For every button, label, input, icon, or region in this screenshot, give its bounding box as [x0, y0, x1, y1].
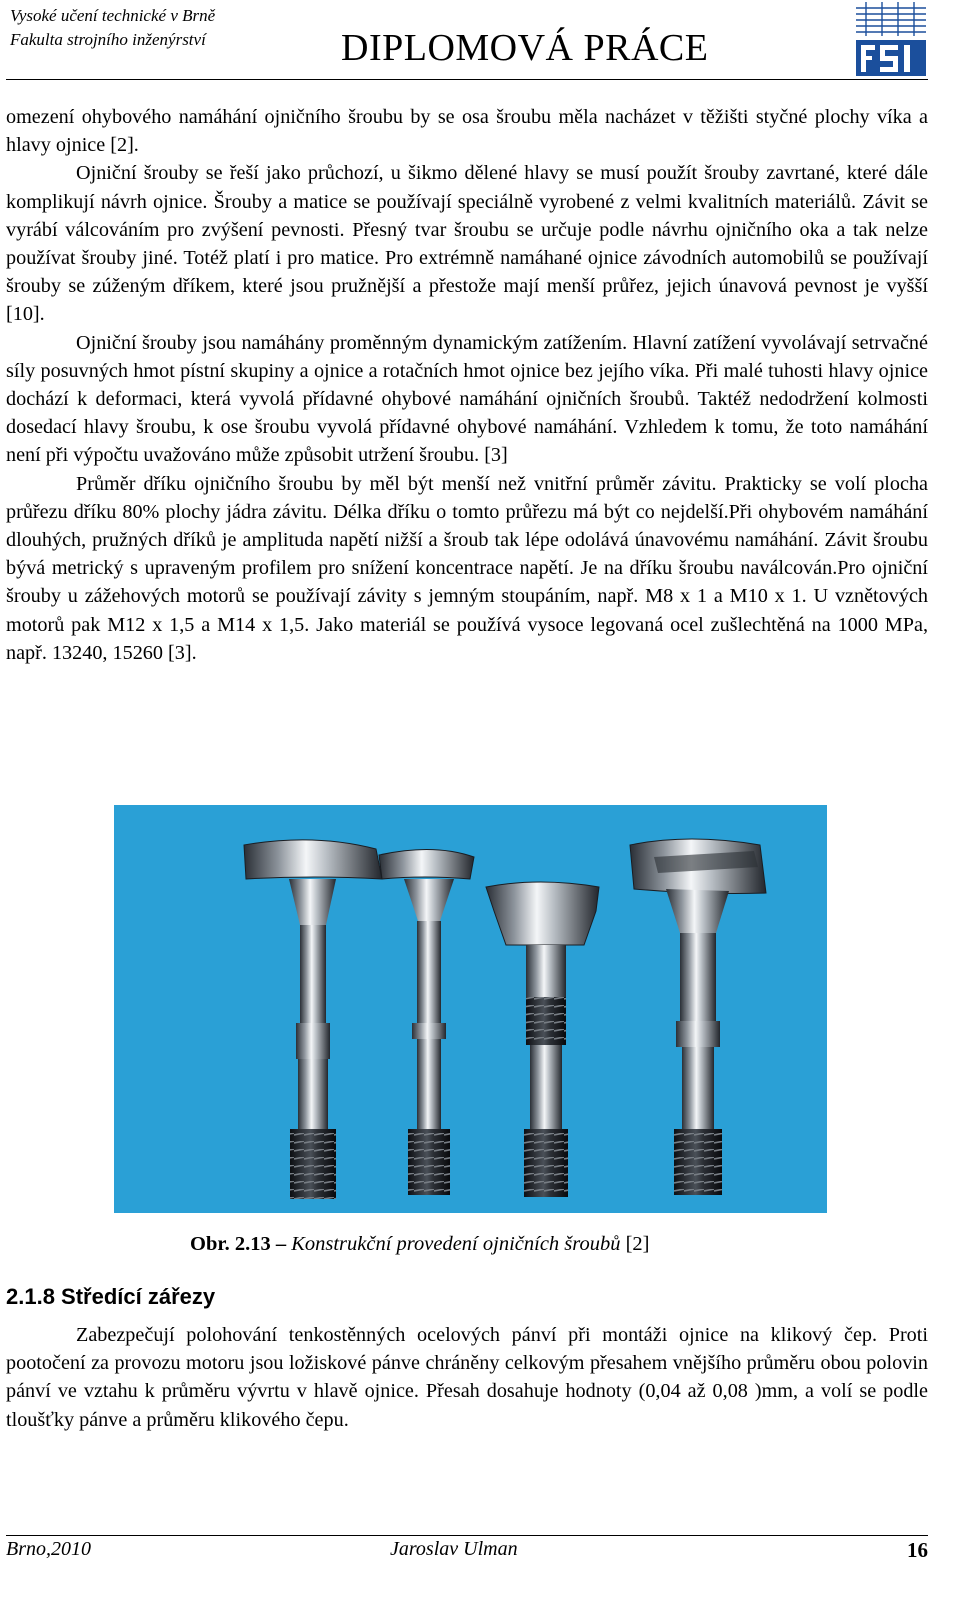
section-heading: 2.1.8 Středící zářezy — [6, 1284, 216, 1309]
header-rule — [6, 79, 928, 80]
figure-number: Obr. 2.13 — [190, 1233, 271, 1255]
connecting-rod-bolts-photo — [114, 805, 827, 1213]
figure-dash: – — [270, 1233, 292, 1255]
figure-text: Konstrukční provedení ojničních šroubů — [291, 1233, 621, 1255]
main-text — [6, 103, 928, 667]
paragraph: Ojniční šrouby se řeší jako průchozí, u šikmo dělené hlavy se musí použít šrouby zavrtané, které dále komplikují návrh ojnice. Šrouby a matice se používají speciálně vyrobené z velmi kvalitních materiálů. Závit se vyrábí válcováním pro zvýšení pevnosti. Přesný tvar šroubu se určuje podle návrhu ojničního oka a tak nelze používat šrouby jiné. Totéž platí i pro matice. Pro extrémně namáhané ojnice závodních automobilů se používají šrouby se zúženým dříkem, které jsou pružnější a přestože mají menší průřez, jejich únavová pevnost je vyšší [10]. — [6, 162, 928, 326]
section-text — [6, 1321, 928, 1434]
footer-author: Jaroslav Ulman — [390, 1538, 518, 1560]
faculty-name: Fakulta strojního inženýrství — [10, 30, 206, 49]
figure-ref: [2] — [620, 1233, 650, 1255]
footer-place: Brno,2010 — [6, 1538, 91, 1560]
page-header — [6, 0, 926, 80]
figure-caption — [190, 1233, 650, 1256]
paragraph: Ojniční šrouby jsou namáhány proměnným dynamickým zatížením. Hlavní zatížení vyvolávají setrvačné síly posuvných hmot pístní skupiny a ojnice a rotačních hmot ojnice bez jejího víka. Při malé tuhosti hlavy ojnice dochází k deformaci, která vyvolá přídavné ohybové namáhání ojničních šroubů. Taktéž nedodržení kolmosti dosedací hlavy šroubu, k ose šroubu vyvolá přídavné ohybové namáhání. Vzhledem k tomu, že toto namáhání není při výpočtu uvažováno může způsobit utržení šroubu. [3] — [6, 331, 928, 467]
university-name: Vysoké učení technické v Brně — [10, 6, 216, 25]
page-number: 16 — [907, 1538, 928, 1562]
paragraph: omezení ohybového namáhání ojničního šroubu by se osa šroubu měla nacházet v těžišti styčné plochy víka a hlavy ojnice [2]. — [6, 106, 928, 157]
thesis-type-title: DIPLOMOVÁ PRÁCE — [341, 27, 709, 69]
paragraph: Průměr dříku ojničního šroubu by měl být menší než vnitřní průměr závitu. Prakticky se volí plocha průřezu dříku 80% plochy jádra závitu. Délka dříku o tomto průřezu má být co nejdelší.Při ohybovém namáhání dlouhých, pružných dříků je amplituda napětí nižší a šroub tak lépe odolává únavovému namáhání. Závit šroubu bývá metrický s upraveným profilem pro snížení koncentrace napětí. Je na dříku šroubu naválcován.Pro ojniční šrouby u zážehových motorů se používají závity s jemným stoupáním, např. M8 x 1 a M10 x 1. U vznětových motorů pak M12 x 1,5 a M14 x 1,5. Jako materiál se používá vysoce legovaná ocel zušlechtěná na 1000 MPa, např. 13240, 15260 [3]. — [6, 472, 928, 664]
fsi-logo-icon — [852, 2, 930, 78]
footer-rule — [6, 1535, 928, 1536]
paragraph: Zabezpečují polohování tenkostěnných ocelových pánví při montáži ojnice na klikový čep. Proti pootočení za provozu motoru jsou ložiskové pánve chráněny celkovým přesahem vnějšího průměru obou polovin pánví ve vztahu k průměru vývrtu v hlavě ojnice. Přesah dosahuje hodnoty (0,04 až 0,08 )mm, a volí se podle tloušťky pánve a průměru klikového čepu. — [6, 1324, 928, 1431]
